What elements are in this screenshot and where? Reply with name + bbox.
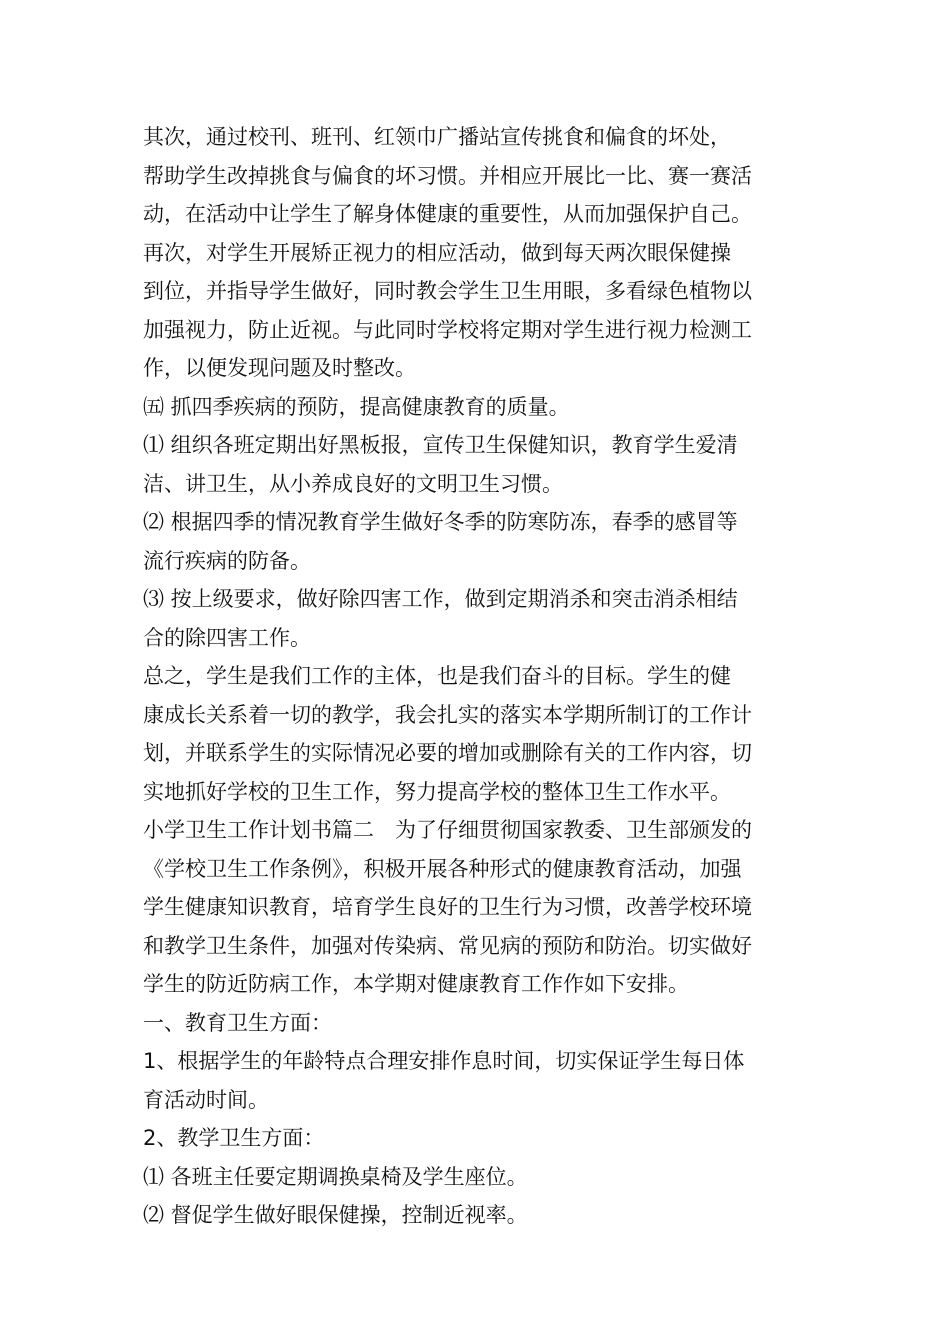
text-line: 育活动时间。 xyxy=(143,1087,269,1112)
text-line: 帮助学生改掉挑食与偏食的坏习惯。并相应开展比一比、赛一赛活 xyxy=(143,163,752,188)
document-body xyxy=(143,118,809,1235)
text-line: ㈤ 抓四季疾病的预防，提高健康教育的质量。 xyxy=(143,394,570,419)
text-line: 2、教学卫生方面： xyxy=(143,1126,325,1150)
text-line: ⑴ 组织各班定期出好黑板报，宣传卫生保健知识，教育学生爱清 xyxy=(143,433,738,457)
text-line: ⑵ 根据四季的情况教育学生做好冬季的防寒防冻，春季的感冒等 xyxy=(143,510,738,534)
text-line: 划，并联系学生的实际情况必要的增加或删除有关的工作内容，切 xyxy=(143,741,752,765)
text-line: ⑵ 督促学生做好眼保健操，控制近视率。 xyxy=(143,1203,528,1227)
text-line: 作，以便发现问题及时整改。 xyxy=(143,356,416,380)
text-line: 到位，并指导学生做好，同时教会学生卫生用眼，多看绿色植物以 xyxy=(143,279,752,303)
text-line: 1、根据学生的年龄特点合理安排作息时间，切实保证学生每日体 xyxy=(143,1049,745,1073)
text-line: 学生的防近防病工作，本学期对健康教育工作作如下安排。 xyxy=(143,972,689,996)
text-line: 实地抓好学校的卫生工作，努力提高学校的整体卫生工作水平。 xyxy=(143,779,731,804)
text-line: 学生健康知识教育，培育学生良好的卫生行为习惯，改善学校环境 xyxy=(143,895,752,919)
text-line: 一、教育卫生方面： xyxy=(143,1010,332,1035)
text-line: ⑶ 按上级要求，做好除四害工作，做到定期消杀和突击消杀相结 xyxy=(143,587,738,611)
text-line: 和教学卫生条件，加强对传染病、常见病的预防和防治。切实做好 xyxy=(143,933,752,958)
text-line: 其次，通过校刊、班刊、红领巾广播站宣传挑食和偏食的坏处， xyxy=(143,125,731,149)
text-line: 再次，对学生开展矫正视力的相应活动，做到每天两次眼保健操 xyxy=(143,240,731,265)
text-line: 《学校卫生工作条例》，积极开展各种形式的健康教育活动，加强 xyxy=(143,856,742,881)
text-line: 加强视力，防止近视。与此同时学校将定期对学生进行视力检测工 xyxy=(143,317,752,342)
section-heading-line: 小学卫生工作计划书篇二 为了仔细贯彻国家教委、卫生部颁发的 xyxy=(143,818,752,842)
text-line: 动，在活动中让学生了解身体健康的重要性，从而加强保护自己。 xyxy=(143,202,752,226)
text-line: 总之，学生是我们工作的主体，也是我们奋斗的目标。学生的健 xyxy=(143,664,731,688)
text-line: 流行疾病的防备。 xyxy=(143,548,311,573)
text-line: 洁、讲卫生，从小养成良好的文明卫生习惯。 xyxy=(143,471,563,496)
text-line: 合的除四害工作。 xyxy=(143,625,311,650)
text-line: ⑴ 各班主任要定期调换桌椅及学生座位。 xyxy=(143,1164,528,1189)
text-line: 康成长关系着一切的教学，我会扎实的落实本学期所制订的工作计 xyxy=(143,702,752,727)
